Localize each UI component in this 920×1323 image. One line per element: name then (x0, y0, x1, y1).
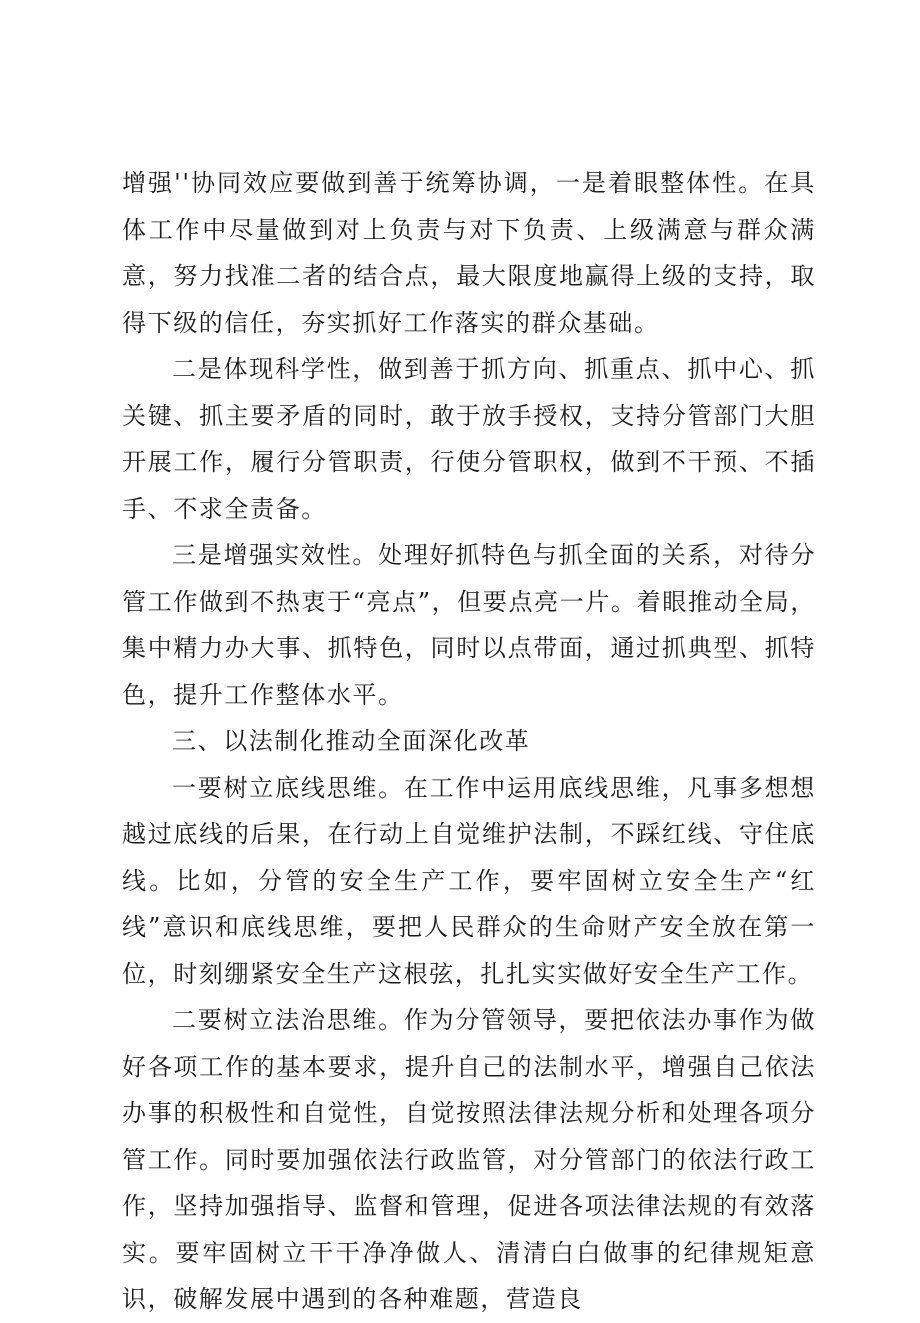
paragraph-4: 一要树立底线思维。在工作中运用底线思维，凡事多想想越过底线的后果，在行动上自觉维护法制，不踩红线、守住底线。比如，分管的安全生产工作，要牢固树立安全生产“红线”意识和底线思维，要把人民群众的生命财产安全放在第一位，时刻绷紧安全生产这根弦，扎扎实实做好安全生产工作。 (122, 773, 816, 988)
paragraph-2: 二是体现科学性，做到善于抓方向、抓重点、抓中心、抓关键、抓主要矛盾的同时，敢于放手授权，支持分管部门大胆开展工作，履行分管职责，行使分管职权，做到不干预、不插手、不求全责备。 (122, 355, 816, 523)
document-body (122, 160, 816, 1323)
section-heading: 三、以法制化推动全面深化改革 (172, 727, 531, 755)
paragraph-3: 三是增强实效性。处理好抓特色与抓全面的关系，对待分管工作做到不热衷于“亮点”，但要点亮一片。着眼推动全局，集中精力办大事、抓特色，同时以点带面，通过抓典型、抓特色，提升工作整体水平。 (122, 541, 816, 709)
paragraph-5: 二要树立法治思维。作为分管领导，要把依法办事作为做好各项工作的基本要求，提升自己的法制水平，增强自己依法办事的积极性和自觉性，自觉按照法律法规分析和处理各项分管工作。同时要加强依法行政监管，对分管部门的依法行政工作，坚持加强指导、监督和管理，促进各项法律法规的有效落实。要牢固树立干干净净做人、清清白白做事的纪律规矩意识，破解发展中遇到的各种难题，营造良 (122, 1006, 816, 1313)
paragraph-1: 增强''协同效应要做到善于统筹协调，一是着眼整体性。在具体工作中尽量做到对上负责与对下负责、上级满意与群众满意，努力找准二者的结合点，最大限度地赢得上级的支持，取得下级的信任，夯实抓好工作落实的群众基础。 (122, 169, 816, 337)
